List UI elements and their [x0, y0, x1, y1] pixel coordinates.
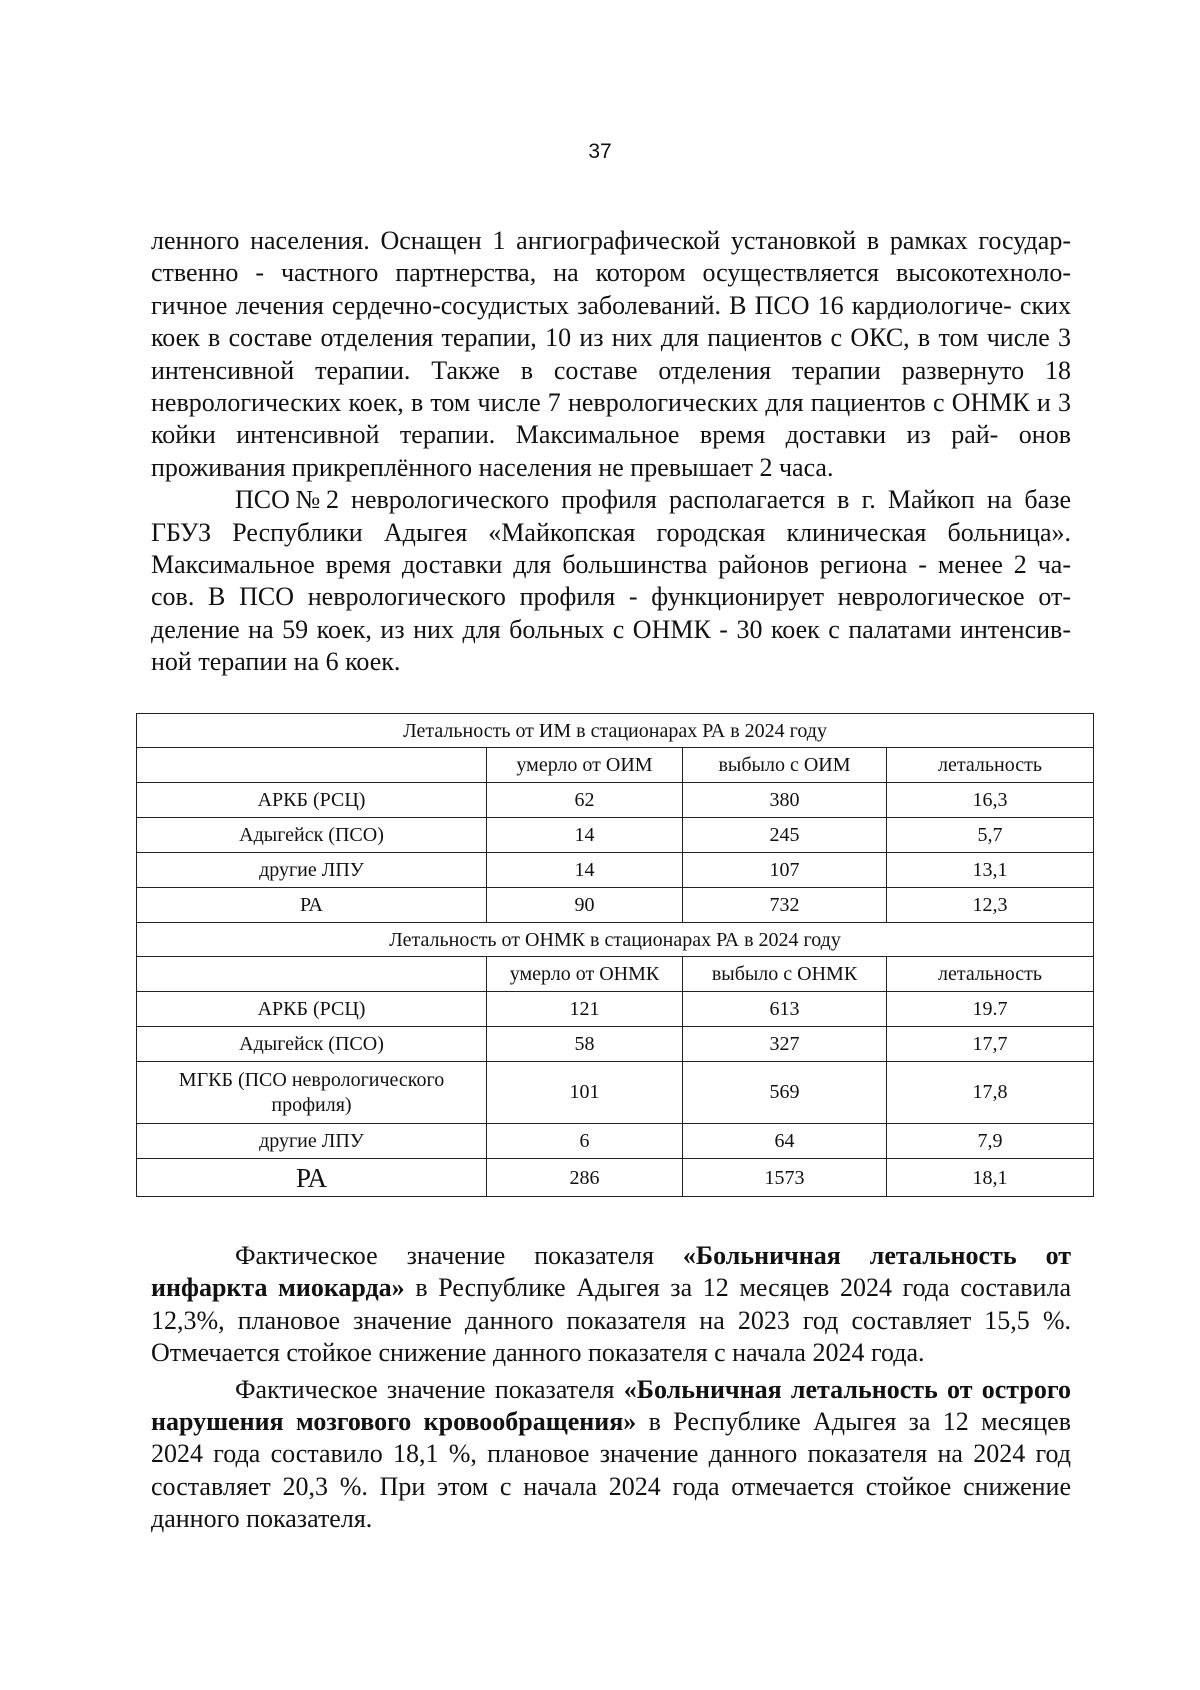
indicator-name: «Больничная летальность от острого нарушения мозгового кровообращения»	[151, 1374, 1071, 1437]
table-cell: Адыгейск (ПСО)	[137, 1027, 487, 1062]
table-cell: 62	[487, 783, 683, 818]
table-cell: 12,3	[887, 888, 1094, 923]
table-cell: 14	[487, 818, 683, 853]
table-cell: другие ЛПУ	[137, 853, 487, 888]
table-cell: АРКБ (РСЦ)	[137, 992, 487, 1027]
table-cell: 13,1	[887, 853, 1094, 888]
table-title-row	[137, 714, 1094, 748]
header-cell: выбыло с ОНМК	[683, 957, 887, 992]
table-cell: РА	[137, 888, 487, 923]
table-cell: 286	[487, 1159, 683, 1197]
table-header-row	[137, 748, 1094, 783]
text-run: в Республике Адыгея за 12 месяцев 2024 года составила 12,3%, плановое значение данного показателя на 2023 год составляет 15,5 %. Отмечается стойкое снижение данного показателя с начала 2024 года.	[151, 1273, 1071, 1368]
table-cell: 327	[683, 1027, 887, 1062]
table-cell: 101	[487, 1062, 683, 1124]
text-line: ских коек в составе отделения терапии, 10 из них для пациентов с ОКС, в том	[151, 290, 1072, 353]
text-line: онов проживания прикреплённого населения не превышает 2 часа.	[151, 420, 1071, 482]
table-header-row	[137, 957, 1094, 992]
table-cell: 58	[487, 1027, 683, 1062]
text-line: ОНМК и 3 койки интенсивной терапии. Максимальное время доставки из рай-	[151, 388, 1072, 450]
paragraph-im-indicator	[151, 1240, 1071, 1370]
table-cell: 90	[487, 888, 683, 923]
text-run: Фактическое значение показателя	[235, 1241, 683, 1270]
table-row	[137, 783, 1094, 818]
table-row	[137, 992, 1094, 1027]
table-cell: 18,1	[887, 1159, 1094, 1197]
table-cell: 17,7	[887, 1027, 1094, 1062]
table-cell: 19.7	[887, 992, 1094, 1027]
table-cell: 732	[683, 888, 887, 923]
header-cell	[137, 748, 487, 783]
table-cell: 245	[683, 818, 887, 853]
table-title-im: Летальность от ИМ в стационарах РА в 2024 году	[137, 714, 1094, 748]
text-line: Максимальное время доставки для большинства районов региона - менее 2 ча-	[151, 550, 1071, 580]
table-cell: 613	[683, 992, 887, 1027]
table-cell: РА	[137, 1159, 487, 1197]
table-cell: 6	[487, 1124, 683, 1159]
table-cell: 5,7	[887, 818, 1094, 853]
text-run: Фактическое значение показателя	[235, 1374, 624, 1404]
table-row	[137, 1027, 1094, 1062]
paragraph-onmk-indicator	[151, 1374, 1071, 1536]
closing-text	[151, 1240, 1071, 1536]
table-row	[137, 1159, 1094, 1197]
text-line: 18 неврологических коек, в том числе 7 неврологических для пациентов с	[151, 355, 1071, 418]
table-cell: МГКБ (ПСО неврологического профиля)	[137, 1062, 487, 1124]
header-cell: летальность	[887, 748, 1094, 783]
indicator-name: «Больничная летальность от инфаркта миокарда»	[151, 1241, 1072, 1303]
table-cell: 17,8	[887, 1062, 1094, 1124]
table-cell: 107	[683, 853, 887, 888]
header-cell	[137, 957, 487, 992]
table-cell: 14	[487, 853, 683, 888]
table-title-onmk: Летальность от ОНМК в стационарах РА в 2024 году	[137, 923, 1094, 957]
table-row	[137, 853, 1094, 888]
table-cell: АРКБ (РСЦ)	[137, 783, 487, 818]
table-row	[137, 818, 1094, 853]
table-cell: 1573	[683, 1159, 887, 1197]
text-line: ственно - частного партнерства, на котором осуществляется высокотехноло-	[151, 258, 1071, 288]
table-cell: 380	[683, 783, 887, 818]
table-cell: 121	[487, 992, 683, 1027]
table-title-row	[137, 923, 1094, 957]
table-row	[137, 1124, 1094, 1159]
paragraph-pso1	[151, 225, 1071, 484]
header-cell: выбыло с ОИМ	[683, 748, 887, 783]
table-row	[137, 1062, 1094, 1124]
text-line: ной терапии на 6 коек.	[151, 647, 401, 677]
text-line: сов. В ПСО неврологического профиля - функционирует неврологическое от-	[151, 582, 1071, 612]
table-cell: Адыгейск (ПСО)	[137, 818, 487, 853]
intro-text	[151, 225, 1071, 679]
table-row	[137, 888, 1094, 923]
text-line: ГБУЗ Республики Адыгея «Майкопская городская клиническая больница».	[151, 517, 1071, 547]
table-cell: 64	[683, 1124, 887, 1159]
table-cell: 7,9	[887, 1124, 1094, 1159]
table-cell: 16,3	[887, 783, 1094, 818]
paragraph-pso2	[151, 484, 1071, 678]
text-line: ленного населения. Оснащен 1 ангиографической установкой в рамках государ-	[151, 226, 1071, 255]
text-line: ПСО№2 неврологического профиля располагается в г. Майкоп на базе	[235, 485, 1071, 515]
header-cell: умерло от ОНМК	[487, 957, 683, 992]
table-cell: 569	[683, 1062, 887, 1124]
table-cell: другие ЛПУ	[137, 1124, 487, 1159]
text-line: числе 3 интенсивной терапии. Также в составе отделения терапии развернуто	[151, 323, 1072, 385]
text-line: деление на 59 коек, из них для больных с ОНМК - 30 коек с палатами интенсив-	[151, 614, 1071, 644]
text-run: в Республике Адыгея за 12 месяцев 2024 года составило 18,1 %, плановое значение данного показателя на 2024 год составляет 20,3 %. При этом с начала 2024 года отмечается стойкое снижение данного показателя.	[151, 1407, 1071, 1534]
header-cell: летальность	[887, 957, 1094, 992]
page-number: 37	[588, 140, 612, 163]
mortality-table	[136, 713, 1094, 1197]
header-cell: умерло от ОИМ	[487, 748, 683, 783]
text-line: гичное лечения сердечно-сосудистых заболеваний. В ПСО 16 кардиологиче-	[151, 290, 1012, 320]
